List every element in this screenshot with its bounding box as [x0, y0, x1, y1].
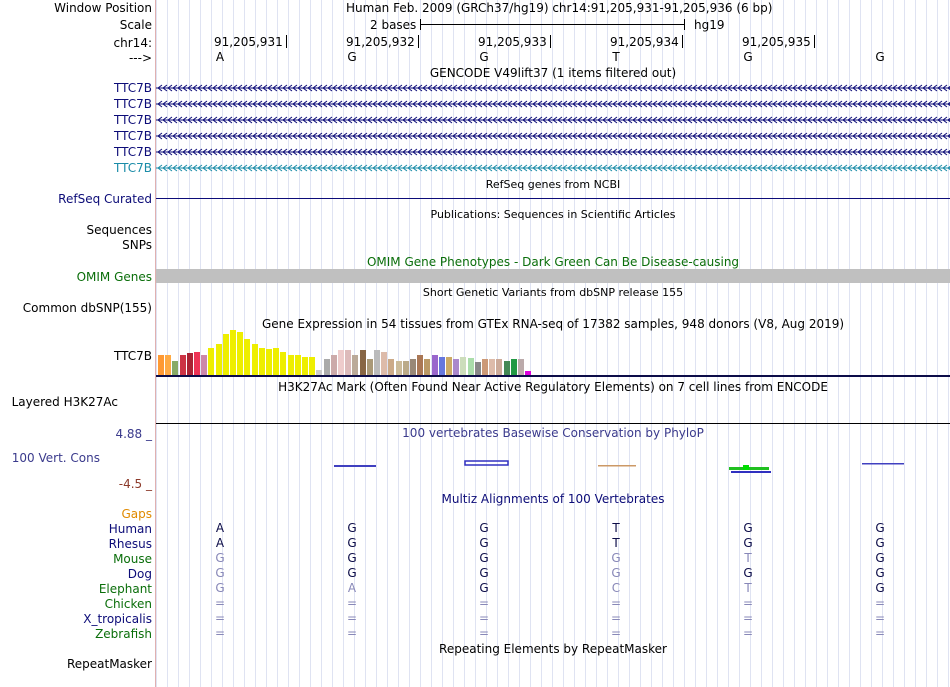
base-letter: G	[743, 50, 753, 64]
alignment-base: G	[875, 536, 885, 550]
species-label-elephant[interactable]: Elephant	[98, 582, 152, 596]
gtex-tissue-bar[interactable]	[518, 359, 524, 375]
ruler-tick	[418, 35, 419, 48]
gtex-tissue-bar[interactable]	[187, 353, 193, 375]
gencode-title[interactable]: GENCODE V49lift37 (1 items filtered out)	[429, 66, 677, 80]
gtex-tissue-bar[interactable]	[266, 349, 272, 375]
repeatmasker-label[interactable]: RepeatMasker	[66, 657, 152, 671]
omim-title[interactable]: OMIM Gene Phenotypes - Dark Green Can Be Disease-causing	[366, 255, 740, 269]
gtex-tissue-bar[interactable]	[216, 344, 222, 375]
gtex-tissue-bar[interactable]	[381, 352, 387, 375]
alignment-base: =	[346, 626, 358, 640]
gtex-tissue-bar[interactable]	[288, 355, 294, 375]
alignment-base: G	[347, 551, 357, 565]
species-label-mouse[interactable]: Mouse	[113, 552, 152, 566]
gtex-tissue-bar[interactable]	[252, 344, 258, 375]
alignment-base: =	[346, 596, 358, 610]
phylop-mark-5-neg	[731, 471, 771, 473]
alignment-base: =	[478, 596, 490, 610]
phylop-mark-3	[465, 461, 508, 465]
alignment-base: G	[479, 581, 489, 595]
alignment-base: G	[875, 581, 885, 595]
gtex-tissue-bar[interactable]	[172, 361, 178, 375]
gencode-gene-label-2[interactable]: TTC7B	[114, 97, 152, 111]
scale-label[interactable]: Scale	[119, 18, 152, 32]
gtex-tissue-bar[interactable]	[388, 359, 394, 375]
h3k27ac-baseline	[156, 423, 950, 424]
gtex-tissue-bar[interactable]	[230, 330, 236, 375]
alignment-base: G	[479, 566, 489, 580]
alignment-base: T	[744, 551, 752, 565]
gtex-tissue-bar[interactable]	[432, 355, 438, 375]
ruler-position-label: 91,205,934	[610, 35, 679, 49]
gtex-tissue-bar[interactable]	[194, 352, 200, 375]
multiz-title[interactable]: Multiz Alignments of 100 Vertebrates	[441, 492, 665, 506]
gtex-baseline	[156, 375, 950, 377]
gtex-tissue-bar[interactable]	[324, 359, 330, 375]
alignment-base: =	[610, 596, 622, 610]
gencode-transcript-line[interactable]	[156, 130, 950, 142]
gencode-transcript-line[interactable]	[156, 98, 950, 110]
gtex-label[interactable]: TTC7B	[114, 349, 152, 363]
species-label-chicken[interactable]: Chicken	[104, 597, 152, 611]
alignment-base: G	[215, 551, 225, 565]
alignment-base: T	[744, 581, 752, 595]
phylop-mark-6	[862, 463, 904, 465]
species-label-human[interactable]: Human	[108, 522, 152, 536]
alignment-base: =	[478, 626, 490, 640]
alignment-base: G	[347, 536, 357, 550]
gencode-gene-label-4[interactable]: TTC7B	[114, 129, 152, 143]
ruler-tick	[682, 35, 683, 48]
phylop-mark-5-peak	[743, 465, 749, 470]
scale-bar-left-tick	[420, 19, 421, 30]
dbsnp-title[interactable]: Short Genetic Variants from dbSNP release 155	[422, 286, 684, 299]
gtex-tissue-bar[interactable]	[496, 359, 502, 375]
alignment-base: G	[875, 566, 885, 580]
sequences-label[interactable]: Sequences	[86, 223, 152, 237]
alignment-base: G	[611, 551, 621, 565]
gtex-tissue-bar[interactable]	[331, 355, 337, 375]
gtex-tissue-bar[interactable]	[489, 359, 495, 375]
gtex-tissue-bar[interactable]	[374, 350, 380, 375]
ruler-position-label: 91,205,931	[214, 35, 283, 49]
dbsnp-label[interactable]: Common dbSNP(155)	[22, 301, 152, 315]
track-image-area[interactable]	[156, 0, 950, 687]
gaps-label[interactable]: Gaps	[121, 507, 152, 521]
phylop-max-label: 4.88 _	[115, 427, 152, 441]
gtex-tissue-bar[interactable]	[453, 359, 459, 375]
species-label-xtropicalis[interactable]: X_tropicalis	[83, 612, 152, 626]
chrom-label[interactable]: chr14:	[113, 36, 152, 50]
gtex-tissue-bar[interactable]	[208, 348, 214, 375]
scale-bar	[420, 24, 684, 25]
gtex-tissue-bar[interactable]	[482, 359, 488, 375]
gtex-bar-chart[interactable]	[156, 330, 950, 375]
omim-gene-bar[interactable]	[156, 269, 950, 283]
gtex-tissue-bar[interactable]	[417, 355, 423, 375]
gtex-tissue-bar[interactable]	[259, 348, 265, 375]
phylop-mark-4	[598, 465, 636, 467]
alignment-base: G	[215, 581, 225, 595]
gencode-transcript-line[interactable]	[156, 82, 950, 94]
repeatmasker-title[interactable]: Repeating Elements by RepeatMasker	[439, 642, 667, 656]
base-letter: G	[347, 50, 357, 64]
publications-title[interactable]: Publications: Sequences in Scientific Articles	[430, 208, 676, 221]
gtex-tissue-bar[interactable]	[345, 350, 351, 375]
base-letter: G	[875, 50, 885, 64]
alignment-base: A	[215, 521, 225, 535]
gtex-tissue-bar[interactable]	[223, 334, 229, 375]
alignment-base: =	[478, 611, 490, 625]
alignment-base: =	[874, 626, 886, 640]
gtex-tissue-bar[interactable]	[403, 361, 409, 375]
gencode-transcript-line[interactable]	[156, 114, 950, 126]
alignment-base: G	[479, 536, 489, 550]
gtex-tissue-bar[interactable]	[280, 352, 286, 375]
strand-label[interactable]: --->	[128, 51, 152, 65]
h3k27ac-title[interactable]: H3K27Ac Mark (Often Found Near Active Regulatory Elements) on 7 cell lines from ENCODE	[278, 380, 828, 394]
alignment-base: G	[875, 521, 885, 535]
gtex-tissue-bar[interactable]	[309, 357, 315, 375]
alignment-base: G	[743, 566, 753, 580]
species-label-rhesus[interactable]: Rhesus	[108, 537, 152, 551]
refseq-curated-label[interactable]: RefSeq Curated	[58, 192, 152, 206]
alignment-base: T	[612, 536, 620, 550]
alignment-base: G	[875, 551, 885, 565]
alignment-base: G	[743, 521, 753, 535]
gtex-tissue-bar[interactable]	[273, 348, 279, 375]
gtex-tissue-bar[interactable]	[504, 361, 510, 375]
gtex-tissue-bar[interactable]	[410, 359, 416, 375]
alignment-base: =	[610, 611, 622, 625]
base-letter: G	[479, 50, 489, 64]
alignment-base: =	[214, 626, 226, 640]
alignment-base: G	[479, 551, 489, 565]
h3k27ac-label[interactable]: Layered H3K27Ac	[11, 395, 118, 409]
gtex-tissue-bar[interactable]	[201, 355, 207, 375]
alignment-base: =	[346, 611, 358, 625]
gtex-tissue-bar[interactable]	[446, 357, 452, 375]
alignment-base: =	[742, 596, 754, 610]
gencode-gene-label-5[interactable]: TTC7B	[114, 145, 152, 159]
phylop-title[interactable]: 100 vertebrates Basewise Conservation by PhyloP	[402, 426, 704, 440]
gtex-tissue-bar[interactable]	[468, 358, 474, 375]
gtex-tissue-bar[interactable]	[439, 357, 445, 375]
window-position-label[interactable]: Window Position	[54, 1, 152, 15]
snps-label[interactable]: SNPs	[122, 238, 152, 252]
ruler-position-label: 91,205,935	[742, 35, 811, 49]
gtex-tissue-bar[interactable]	[244, 339, 250, 375]
alignment-base: =	[742, 626, 754, 640]
alignment-base: G	[479, 521, 489, 535]
gencode-gene-label-3[interactable]: TTC7B	[114, 113, 152, 127]
gencode-gene-label-1[interactable]: TTC7B	[114, 81, 152, 95]
alignment-base: G	[611, 566, 621, 580]
gtex-tissue-bar[interactable]	[475, 362, 481, 375]
phylop-signal[interactable]	[156, 455, 950, 477]
alignment-base: G	[347, 566, 357, 580]
gtex-title[interactable]: Gene Expression in 54 tissues from GTEx RNA-seq of 17382 samples, 948 donors (V8, Aug 2019)	[261, 317, 845, 331]
alignment-base: =	[610, 626, 622, 640]
species-label-zebrafish[interactable]: Zebrafish	[95, 627, 152, 641]
phylop-mark-2	[334, 465, 376, 467]
refseq-title[interactable]: RefSeq genes from NCBI	[485, 178, 621, 191]
alignment-base: G	[347, 521, 357, 535]
alignment-base: A	[347, 581, 357, 595]
refseq-gene-line[interactable]	[156, 198, 950, 199]
gtex-tissue-bar[interactable]	[302, 357, 308, 375]
scale-bar-right-tick	[684, 19, 685, 30]
alignment-base: =	[214, 611, 226, 625]
ruler-tick	[286, 35, 287, 48]
alignment-base: T	[612, 521, 620, 535]
alignment-base: G	[743, 536, 753, 550]
gtex-tissue-bar[interactable]	[360, 350, 366, 375]
phylop-track-label[interactable]: 100 Vert. Cons	[11, 451, 100, 465]
gtex-tissue-bar[interactable]	[295, 355, 301, 375]
base-letter: A	[215, 50, 225, 64]
gtex-tissue-bar[interactable]	[237, 332, 243, 375]
gtex-tissue-bar[interactable]	[180, 355, 186, 375]
gtex-tissue-bar[interactable]	[396, 361, 402, 375]
gtex-tissue-bar[interactable]	[338, 350, 344, 375]
alignment-base: =	[214, 596, 226, 610]
alignment-base: =	[874, 611, 886, 625]
gtex-tissue-bar[interactable]	[352, 355, 358, 375]
gtex-tissue-bar[interactable]	[165, 355, 171, 375]
track-label-column	[0, 0, 155, 687]
omim-genes-label[interactable]: OMIM Genes	[76, 270, 152, 284]
alignment-base: A	[215, 536, 225, 550]
alignment-base: C	[611, 581, 621, 595]
db-text: hg19	[694, 18, 725, 32]
ruler-position-label: 91,205,932	[346, 35, 415, 49]
gencode-transcript-line[interactable]	[156, 146, 950, 158]
base-letter: T	[612, 50, 620, 64]
assembly-position-text: Human Feb. 2009 (GRCh37/hg19) chr14:91,205,931-91,205,936 (6 bp)	[346, 1, 773, 15]
gtex-tissue-bar[interactable]	[367, 359, 373, 375]
alignment-base: =	[742, 611, 754, 625]
ruler-tick	[550, 35, 551, 48]
phylop-min-label: -4.5 _	[118, 477, 152, 491]
ruler-tick	[814, 35, 815, 48]
species-label-dog[interactable]: Dog	[127, 567, 152, 581]
alignment-base: =	[874, 596, 886, 610]
gencode-gene-label-6[interactable]: TTC7B	[114, 161, 152, 175]
gtex-tissue-bar[interactable]	[511, 359, 517, 375]
alignment-base: G	[215, 566, 225, 580]
gtex-tissue-bar[interactable]	[158, 355, 164, 375]
scale-text: 2 bases	[370, 18, 417, 32]
gtex-tissue-bar[interactable]	[460, 357, 466, 375]
gtex-tissue-bar[interactable]	[424, 359, 430, 375]
gencode-transcript-line[interactable]	[156, 162, 950, 174]
ruler-position-label: 91,205,933	[478, 35, 547, 49]
